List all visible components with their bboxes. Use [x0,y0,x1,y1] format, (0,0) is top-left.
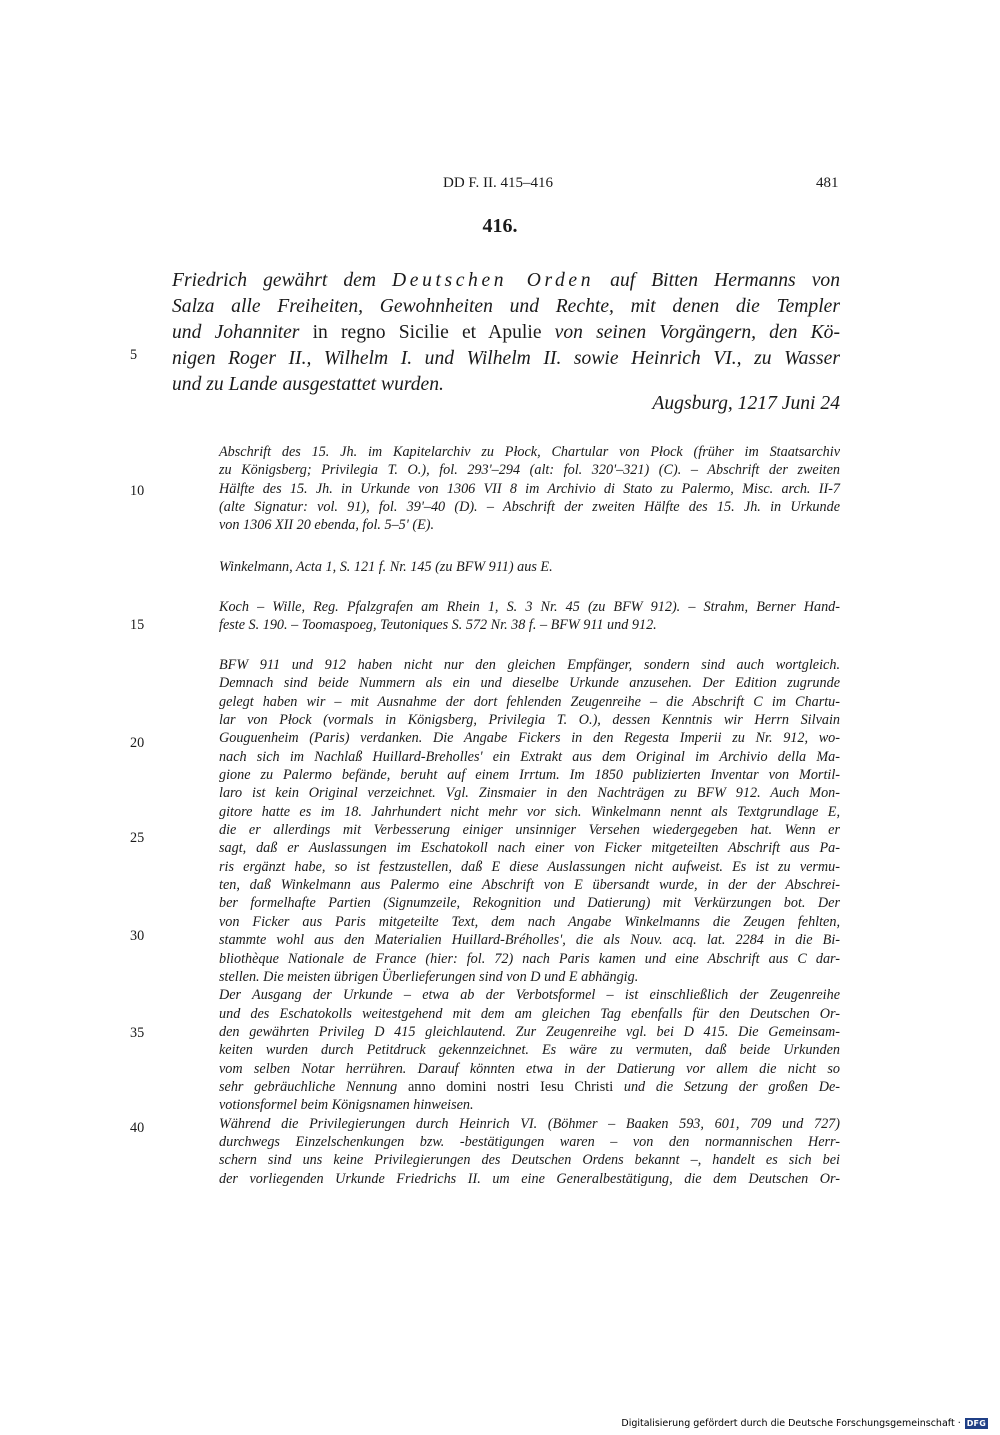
text-run: in regno Sicilie et Apulie [312,322,542,343]
text-run: der vorliegenden Urkunde Friedrichs II. um eine Generalbestätigung, die dem Deutschen Or- [219,1170,840,1187]
text-run: anno domini nostri Iesu Christi [407,1078,614,1095]
text-run: nigen Roger II., Wilhelm I. und Wilhelm II. sowie Heinrich VI., zu Wasser [172,348,840,369]
text-run: votionsformel beim Königsnamen hinweisen. [219,1097,474,1114]
line-number: 20 [130,735,145,751]
apparatus-line [219,950,840,968]
text-run: Deutschen Orden [392,270,595,291]
apparatus-line [219,1133,840,1151]
apparatus-line [219,1005,840,1023]
apparatus-line [219,986,840,1004]
apparatus-line [219,766,840,784]
apparatus-line [219,821,840,839]
text-run: auf Bitten Hermanns von [594,270,840,291]
regest-line [172,320,840,346]
text-run: von Ficker aus Paris mitgeteilte Text, dem nach Angabe Winkelmanns die Zeugen fehlten, [219,913,840,930]
text-run: Salza alle Freiheiten, Gewohnheiten und Rechte, mit denen die Templer [172,296,840,317]
text-run: und zu Lande ausgestattet wurden. [172,374,444,395]
text-run: und Johanniter [172,322,313,343]
text-run: sehr gebräuchliche Nennung [219,1078,408,1095]
apparatus-line [219,876,840,894]
apparatus-line [219,1096,840,1114]
running-header-title: DD F. II. 415–416 [443,175,554,191]
text-run: durchwegs Einzelschenkungen bzw. -bestätigungen waren – von den normannischen Herr- [219,1133,840,1150]
apparatus-line [219,729,840,747]
text-run: gitore hatte es im 18. Jahrhundert nicht mehr vor sich. Winkelmann nennt als Textgrundlage E, [219,803,840,820]
text-run: Koch – Wille, Reg. Pfalzgrafen am Rhein 1, S. 3 Nr. 45 (zu BFW 912). – Strahm, Berner Hand- [219,599,840,615]
text-run: feste S. 190. – Toomaspoeg, Teutoniques S. 572 Nr. 38 f. – BFW 911 und 912. [219,617,657,634]
line-number: 15 [130,617,145,633]
text-run: die er allerdings mit Verbesserung einiger unsinniger Versehen wiedergegeben hat. Wenn er [219,822,840,839]
text-run: gelegt haben wir – mit Ausnahme der dort fehlenden Zeugenreihe – die Abschrift C im Chartu- [219,693,840,710]
text-run: lar von Płock (vormals in Königsberg, Privilegia T. O.), dessen Kenntnis wir Herrn Silvain [219,712,840,729]
line-number: 35 [130,1025,145,1041]
text-run: stellen. Die meisten übrigen Überlieferungen sind von D und E abhängig. [219,968,639,985]
apparatus-line [219,1041,840,1059]
regest-line [172,268,840,294]
apparatus-line [219,931,840,949]
regest-summary [172,268,840,398]
apparatus-line [219,858,840,876]
page-number: 481 [816,175,839,191]
apparatus-line [219,1023,840,1041]
date-place: Augsburg, 1217 Juni 24 [652,393,840,414]
text-run: ten, daß Winkelmann aus Palermo eine Abschrift von E übersandt wurde, in der der Abschrei- [219,877,840,894]
apparatus-line [219,913,840,931]
regest-line [172,346,840,372]
line-number: 25 [130,830,145,846]
line-number: 10 [130,483,145,499]
apparatus-line [219,711,840,729]
apparatus-paragraph [219,598,840,635]
line-number: 40 [130,1120,145,1136]
text-run: Während die Privilegierungen durch Heinrich VI. (Böhmer – Baaken 593, 601, 709 und 727) [219,1115,840,1132]
text-run: Hälfte des 15. Jh. in Urkunde von 1306 VII 8 im Archivio di Stato zu Palermo, Misc. arch. II-7 [219,480,840,497]
apparatus-line [219,784,840,802]
apparatus-paragraph [219,656,840,1188]
apparatus-line [219,558,840,576]
apparatus-line [219,1078,840,1096]
apparatus-line [219,1170,840,1188]
apparatus-line [219,1151,840,1169]
text-run: von seinen Vorgängern, den Kö- [541,322,841,343]
text-run: Demnach sind beide Nummern als ein und dieselbe Urkunde anzusehen. Der Edition zugrunde [219,675,840,692]
apparatus-line [219,1115,840,1133]
text-run: sagt, daß er Auslassungen im Eschatokoll nach einer von Ficker mitgeteilten Abschrift aus Pa- [219,840,840,857]
apparatus-line [219,616,840,634]
dfg-logo: DFG [966,1419,986,1428]
text-run: Gouguenheim (Paris) verdanken. Die Angabe Fickers in den Regesta Imperii zu Nr. 912, wo- [219,730,840,747]
line-number: 5 [130,347,138,363]
text-run: und des Eschatokolls weitestgehend mit dem am gleichen Tag ebenfalls für den Deutschen Or- [219,1005,840,1022]
document-number: 416. [482,215,518,237]
text-run: stammte wohl aus den Materialien Huillard-Bréholles', die als Nouv. acq. lat. 2284 in die Bi- [219,932,840,949]
text-run: ris ergänzt habe, so ist festzustellen, daß E diese Auslassungen nicht aufweist. Es ist zu vermu- [219,858,840,875]
text-run: laro ist kein Original verzeichnet. Vgl. Zinsmaier in den Nachträgen zu BFW 912. Auch Mon- [219,785,840,802]
apparatus-line [219,968,840,986]
apparatus-line [219,674,840,692]
regest-line [172,294,840,320]
apparatus-line [219,839,840,857]
text-run: Der Ausgang der Urkunde – etwa ab der Verbotsformel – ist einschließlich der Zeugenreihe [219,987,840,1004]
line-number: 30 [130,928,145,944]
text-run: und die Setzung der großen De- [613,1078,840,1095]
text-run: Abschrift des 15. Jh. im Kapitelarchiv zu Płock, Chartular von Płock (früher im Staatsarchiv [219,444,840,460]
apparatus-line [219,1060,840,1078]
text-run: keiten wurden durch Petitdruck gekennzeichnet. Es wäre zu vermuten, daß beide Urkunden [219,1042,840,1059]
apparatus-line [219,498,840,516]
text-run: bliothèque Nationale de France (hier: fol. 72) nach Paris kamen und eine Abschrift aus C dar- [219,950,840,967]
apparatus-line [219,480,840,498]
apparatus-line [219,443,840,461]
text-run: Friedrich gewährt dem [172,270,393,291]
text-run: gione zu Palermo befände, beruht auf einem Irrtum. Im 1850 publizierten Inventar von Mortil- [219,767,840,784]
apparatus-line [219,598,840,616]
text-run: schern sind uns keine Privilegierungen des Deutschen Ordens bekannt –, handelt es sich bei [219,1152,840,1169]
text-run: Winkelmann, Acta 1, S. 121 f. Nr. 145 (zu BFW 911) aus E. [219,559,553,575]
text-run: zu Königsberg; Privilegia T. O.), fol. 293'–294 (alt: fol. 320'–321) (C). – Abschrift der zweiten [219,462,840,479]
apparatus-line [219,461,840,479]
funding-footer [621,1418,988,1429]
text-run: von 1306 XII 20 ebenda, fol. 5–5' (E). [219,517,435,534]
apparatus-line [219,803,840,821]
apparatus-line [219,894,840,912]
text-run: ber formelhafte Partien (Signumzeile, Rekognition und Datierung) mit Verkürzungen bot. Der [219,895,840,912]
apparatus-paragraph [219,558,840,576]
apparatus-line [219,693,840,711]
text-run: den gewährten Privileg D 415 gleichlautend. Zur Zeugenreihe vgl. bei D 415. Die Gemeinsam- [219,1023,840,1040]
apparatus-line [219,656,840,674]
text-run: BFW 911 und 912 haben nicht nur den gleichen Empfänger, sondern sind auch wortgleich. [219,657,840,673]
text-run: nach sich im Nachlaß Huillard-Breholles' ein Extrakt aus dem Original im Archivio della Ma- [219,748,840,765]
text-run: (alte Signatur: vol. 91), fol. 39'–40 (D). – Abschrift der zweiten Hälfte des 15. Jh. in Urkunde [219,499,840,516]
apparatus-line [219,516,840,534]
funding-text: Digitalisierung gefördert durch die Deutsche Forschungsgemeinschaft · [621,1418,961,1429]
text-run: vom selben Notar herrühren. Darauf könnten etwa in der Datierung vor allem die nicht so [219,1060,840,1077]
apparatus-line [219,748,840,766]
apparatus-paragraph [219,443,840,535]
